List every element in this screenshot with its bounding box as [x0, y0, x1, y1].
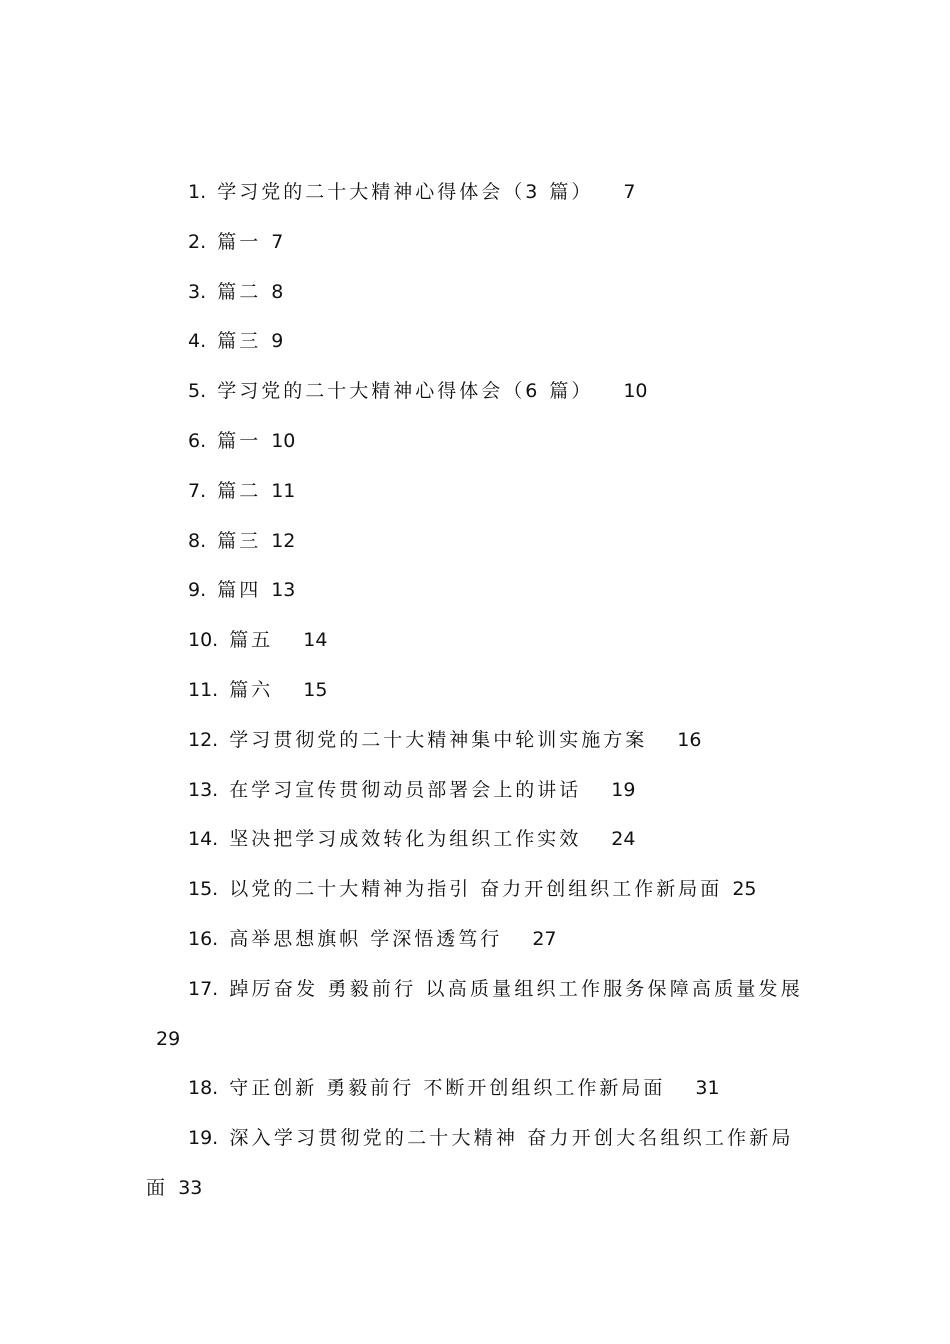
toc-entry-number: 3. [188, 280, 207, 303]
toc-entry-number: 8. [188, 529, 207, 552]
toc-entry-number: 17. [188, 977, 219, 1000]
toc-entry-10[interactable] [146, 616, 814, 666]
toc-entry-title: 篇二 [217, 280, 262, 303]
toc-entry-13[interactable] [146, 766, 814, 816]
toc-entry-2[interactable] [146, 218, 814, 268]
toc-entry-page: 27 [532, 927, 557, 950]
toc-entry-4[interactable] [146, 317, 814, 367]
toc-entry-page: 31 [695, 1077, 720, 1100]
toc-entry-title: 篇五 [229, 629, 274, 652]
toc-entry-page: 24 [611, 828, 636, 851]
toc-entry-title: 坚决把学习成效转化为组织工作实效 [229, 828, 582, 851]
toc-entry-number: 18. [188, 1077, 219, 1100]
toc-entry-title: 学习党的二十大精神心得体会（3 篇） [217, 181, 594, 203]
toc-entry-11[interactable] [146, 666, 814, 716]
toc-entry-title: 守正创新 勇毅前行 不断开创组织工作新局面 [229, 1077, 666, 1100]
toc-entry-page: 8 [271, 280, 284, 303]
toc-entry-5[interactable] [146, 367, 814, 417]
toc-entry-page: 13 [271, 579, 296, 602]
toc-entry-title: 深入学习贯彻党的二十大精神 奋力开创大名组织工作新局面 [146, 1127, 794, 1199]
toc-entry-number: 4. [188, 330, 207, 353]
toc-entry-page: 10 [623, 380, 648, 403]
toc-entry-page: 14 [303, 629, 328, 652]
toc-entry-number: 14. [188, 828, 219, 851]
toc-entry-6[interactable] [146, 417, 814, 467]
toc-entry-page: 9 [271, 330, 284, 353]
toc-entry-page: 7 [271, 230, 284, 253]
toc-entry-title: 学习党的二十大精神心得体会（6 篇） [217, 380, 594, 403]
toc-entry-9[interactable] [146, 566, 814, 616]
toc-entry-page: 16 [677, 728, 702, 751]
toc-entry-number: 13. [188, 778, 219, 801]
toc-entry-number: 15. [188, 878, 219, 901]
toc-entry-page: 33 [178, 1176, 203, 1199]
toc-entry-title: 以党的二十大精神为指引 奋力开创组织工作新局面 [229, 878, 723, 901]
toc-entry-18[interactable] [146, 1064, 814, 1114]
toc-entry-3[interactable] [146, 268, 814, 318]
toc-entry-title: 踔厉奋发 勇毅前行 以高质量组织工作服务保障高质量发展 [229, 977, 803, 1000]
toc-entry-number: 11. [188, 678, 219, 701]
toc-entry-page: 7 [623, 181, 636, 203]
toc-entry-12[interactable] [146, 716, 814, 766]
toc-entry-number: 12. [188, 728, 219, 751]
toc-entry-title: 篇一 [217, 230, 262, 253]
toc-entry-number: 7. [188, 479, 207, 502]
toc-entry-page: 15 [303, 678, 328, 701]
toc-entry-title: 篇三 [217, 529, 262, 552]
toc-entry-page: 29 [156, 1027, 181, 1050]
toc-entry-page: 25 [732, 878, 757, 901]
toc-entry-number: 16. [188, 927, 219, 950]
toc-entry-page: 12 [271, 529, 296, 552]
toc-entry-14[interactable] [146, 815, 814, 865]
toc-entry-number: 5. [188, 380, 207, 403]
toc-entry-page: 10 [271, 429, 296, 452]
toc-entry-number: 10. [188, 629, 219, 652]
toc-entry-page: 19 [611, 778, 636, 801]
toc-entry-number: 6. [188, 429, 207, 452]
toc-entry-title: 学习贯彻党的二十大精神集中轮训实施方案 [229, 728, 648, 751]
toc-entry-16[interactable] [146, 915, 814, 965]
toc-entry-7[interactable] [146, 467, 814, 517]
toc-entry-17[interactable] [146, 965, 814, 1065]
toc-entry-title: 篇三 [217, 330, 262, 353]
toc-entry-title: 篇六 [229, 678, 274, 701]
toc-entry-number: 19. [188, 1127, 219, 1150]
toc-entry-page: 11 [271, 479, 296, 502]
toc-entry-15[interactable] [146, 865, 814, 915]
toc-entry-8[interactable] [146, 517, 814, 567]
toc-entry-number: 1. [188, 181, 207, 203]
toc-entry-title: 高举思想旗帜 学深悟透笃行 [229, 927, 503, 950]
toc-entry-title: 篇二 [217, 479, 262, 502]
toc-entry-title: 篇四 [217, 579, 262, 602]
toc-entry-number: 2. [188, 230, 207, 253]
toc-entry-number: 9. [188, 579, 207, 602]
toc-entry-1[interactable] [146, 168, 814, 218]
toc-entry-title: 在学习宣传贯彻动员部署会上的讲话 [229, 778, 582, 801]
toc-entry-title: 篇一 [217, 429, 262, 452]
table-of-contents [146, 168, 814, 1214]
toc-entry-19[interactable] [146, 1114, 814, 1214]
